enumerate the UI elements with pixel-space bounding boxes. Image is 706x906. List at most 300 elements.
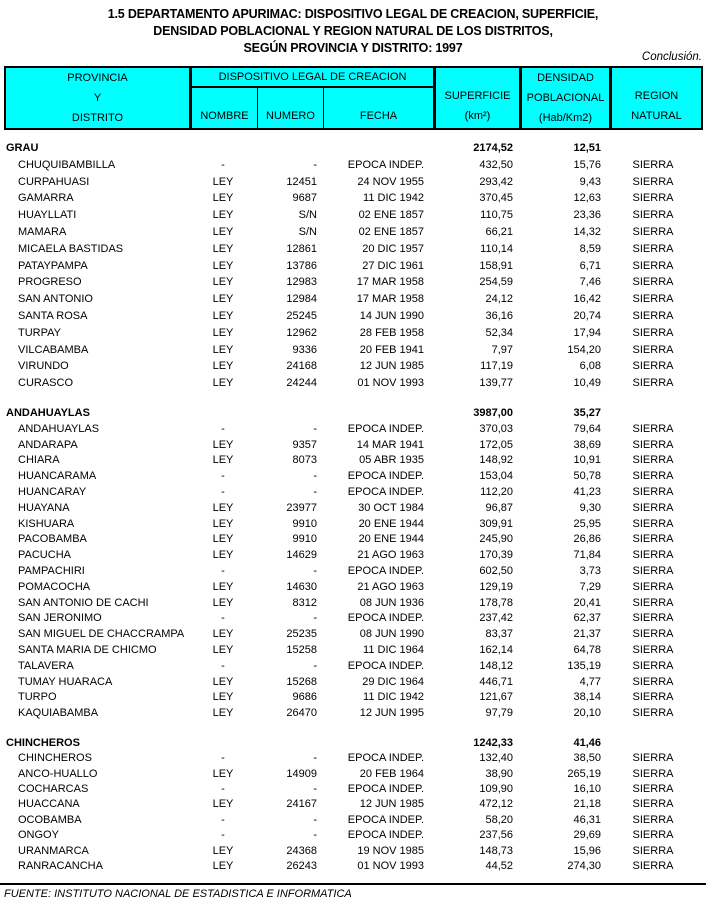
densidad-cell: 9,43 [579, 175, 601, 188]
dispositivo-nombre-cell: LEY [212, 293, 234, 306]
dispositivo-fecha-cell: EPOCA INDEP. [347, 470, 424, 483]
province-total-row [4, 406, 703, 422]
densidad-cell: 21,18 [573, 798, 601, 811]
district-name-cell: CHINCHEROS [6, 736, 80, 749]
region-cell: SIERRA [632, 707, 674, 720]
superficie-cell: 293,42 [479, 175, 513, 188]
dispositivo-numero-cell: 14909 [286, 767, 317, 780]
header-provincia-distrito [6, 68, 192, 128]
densidad-cell: 12,51 [573, 142, 601, 154]
superficie-cell: 162,14 [479, 643, 513, 656]
district-row [4, 342, 703, 359]
dispositivo-nombre-cell: - [221, 612, 225, 625]
densidad-cell: 41,46 [573, 736, 601, 749]
densidad-cell: 4,77 [579, 675, 601, 688]
densidad-cell: 274,30 [567, 860, 601, 873]
district-name-cell: TURPAY [18, 326, 61, 339]
dispositivo-numero-cell: 13786 [286, 259, 317, 272]
dispositivo-nombre-cell: - [221, 470, 225, 483]
header-superficie-line-2: (km²) [464, 110, 491, 122]
superficie-cell: 370,03 [479, 422, 513, 435]
dispositivo-fecha-cell: EPOCA INDEP. [347, 158, 424, 171]
dispositivo-nombre-cell: LEY [212, 242, 234, 255]
densidad-cell: 135,19 [567, 659, 601, 672]
region-cell: SIERRA [632, 860, 674, 873]
dispositivo-nombre-cell: LEY [212, 225, 234, 238]
dispositivo-nombre-cell: LEY [212, 798, 234, 811]
dispositivo-fecha-cell [322, 406, 431, 422]
region-cell: SIERRA [632, 564, 674, 577]
district-name-cell: TUMAY HUARACA [18, 675, 113, 688]
dispositivo-numero-cell: - [313, 752, 317, 765]
densidad-cell: 21,37 [573, 628, 601, 641]
dispositivo-nombre-cell: LEY [212, 326, 234, 339]
district-name-cell: HUACCANA [18, 798, 80, 811]
region-cell: SIERRA [632, 470, 674, 483]
district-name-cell: MICAELA BASTIDAS [18, 242, 124, 255]
dispositivo-numero-cell: 24168 [286, 360, 317, 373]
dispositivo-numero-cell: 9336 [292, 343, 317, 356]
region-cell: SIERRA [632, 360, 674, 373]
dispositivo-fecha-cell: 27 DIC 1961 [362, 259, 424, 272]
dispositivo-fecha-cell: 11 DIC 1964 [363, 643, 424, 656]
district-row [4, 627, 703, 643]
superficie-cell: 178,78 [479, 596, 513, 609]
dispositivo-nombre-cell: LEY [212, 454, 234, 467]
district-row [4, 469, 703, 485]
district-name-cell: POMACOCHA [18, 580, 91, 593]
dispositivo-numero-cell: - [313, 813, 317, 826]
dispositivo-fecha-cell: EPOCA INDEP. [347, 783, 424, 796]
region-cell: SIERRA [632, 422, 674, 435]
superficie-cell: 309,91 [479, 517, 513, 530]
region-cell: SIERRA [632, 580, 674, 593]
dispositivo-nombre-cell: - [221, 783, 225, 796]
dispositivo-nombre-cell: LEY [212, 643, 234, 656]
region-cell: SIERRA [632, 612, 674, 625]
dispositivo-numero-cell: 26470 [286, 707, 317, 720]
region-cell: SIERRA [632, 691, 674, 704]
densidad-cell: 41,23 [573, 485, 601, 498]
district-row [4, 675, 703, 691]
dispositivo-nombre-cell [190, 140, 256, 157]
densidad-cell: 29,69 [573, 829, 601, 842]
densidad-cell: 6,08 [579, 360, 601, 373]
densidad-cell: 17,94 [573, 326, 601, 339]
district-row [4, 274, 703, 291]
region-cell: SIERRA [632, 309, 674, 322]
superficie-cell: 83,37 [485, 628, 513, 641]
region-cell: SIERRA [632, 783, 674, 796]
dispositivo-numero-cell: - [313, 470, 317, 483]
district-name-cell: HUAYANA [18, 501, 70, 514]
superficie-cell: 36,16 [485, 309, 513, 322]
region-cell: SIERRA [632, 767, 674, 780]
superficie-cell: 117,19 [480, 360, 513, 373]
superficie-cell: 7,97 [491, 343, 513, 356]
district-row [4, 659, 703, 675]
source-note: FUENTE: INSTITUTO NACIONAL DE ESTADISTICA E INFORMATICA [4, 888, 352, 900]
region-cell: SIERRA [632, 596, 674, 609]
densidad-cell: 20,10 [573, 707, 601, 720]
district-name-cell: GRAU [6, 142, 39, 154]
region-cell: SIERRA [632, 454, 674, 467]
dispositivo-fecha-cell: 08 JUN 1936 [359, 596, 424, 609]
district-name-cell: SANTA MARIA DE CHICMO [18, 643, 157, 656]
province-total-row [4, 736, 703, 751]
superficie-cell: 148,73 [479, 844, 513, 857]
district-name-cell: OCOBAMBA [18, 813, 82, 826]
densidad-cell: 79,64 [573, 422, 601, 435]
header-dispositivo-legal-group [192, 68, 433, 88]
header-fecha [324, 88, 433, 128]
densidad-cell: 23,36 [573, 209, 601, 222]
region-cell: SIERRA [632, 209, 674, 222]
densidad-cell: 8,59 [579, 242, 601, 255]
district-row [4, 532, 703, 548]
densidad-cell: 6,71 [579, 259, 601, 272]
district-row [4, 580, 703, 596]
district-name-cell: GAMARRA [18, 192, 74, 205]
district-row [4, 643, 703, 659]
densidad-cell: 38,50 [573, 752, 601, 765]
dispositivo-nombre-cell: LEY [212, 259, 234, 272]
dispositivo-fecha-cell: 12 JUN 1985 [359, 360, 424, 373]
header-nombre [192, 88, 258, 128]
district-row [4, 611, 703, 627]
dispositivo-nombre-cell: - [221, 485, 225, 498]
dispositivo-numero-cell: - [313, 422, 317, 435]
district-name-cell: CURASCO [18, 377, 74, 390]
dispositivo-numero-cell [256, 406, 322, 422]
district-row [4, 485, 703, 501]
district-name-cell: ANDARAPA [18, 438, 78, 451]
dispositivo-fecha-cell: 01 NOV 1993 [357, 377, 424, 390]
region-cell: SIERRA [632, 798, 674, 811]
province-section [4, 406, 703, 722]
header-superficie-line-1: SUPERFICIE [444, 90, 511, 102]
header-superficie [433, 68, 519, 128]
district-row [4, 548, 703, 564]
dispositivo-numero-cell: 9686 [292, 691, 317, 704]
densidad-cell: 10,49 [573, 377, 601, 390]
densidad-cell: 64,78 [573, 643, 601, 656]
dispositivo-numero-cell: 12962 [286, 326, 317, 339]
dispositivo-fecha-cell: 21 AGO 1963 [357, 549, 424, 562]
densidad-cell: 38,14 [573, 691, 601, 704]
district-row [4, 453, 703, 469]
district-name-cell: TURPO [18, 691, 57, 704]
district-name-cell: VIRUNDO [18, 360, 69, 373]
header-densidad-line-1: DENSIDAD [537, 72, 594, 84]
region-cell: SIERRA [632, 326, 674, 339]
district-row [4, 828, 703, 843]
page-title-line-1: 1.5 DEPARTAMENTO APURIMAC: DISPOSITIVO LEGAL DE CREACION, SUPERFICIE, [107, 7, 599, 21]
region-cell: SIERRA [632, 377, 674, 390]
dispositivo-fecha-cell: 28 FEB 1958 [359, 326, 424, 339]
densidad-cell: 38,69 [573, 438, 601, 451]
header-densidad-line-2: POBLACIONAL [526, 92, 605, 104]
district-name-cell: SANTA ROSA [18, 309, 88, 322]
dispositivo-fecha-cell: 24 NOV 1955 [357, 175, 424, 188]
region-cell: SIERRA [632, 192, 674, 205]
district-name-cell: HUANCARAY [18, 485, 87, 498]
dispositivo-nombre-cell [190, 406, 256, 422]
dispositivo-nombre-cell: LEY [212, 596, 234, 609]
district-name-cell: HUAYLLATI [18, 209, 77, 222]
dispositivo-numero-cell: 25245 [286, 309, 317, 322]
dispositivo-nombre-cell: - [221, 564, 225, 577]
dispositivo-numero-cell: 15258 [286, 643, 317, 656]
dispositivo-fecha-cell: EPOCA INDEP. [347, 829, 424, 842]
superficie-cell: 170,39 [479, 549, 513, 562]
district-row [4, 782, 703, 797]
dispositivo-nombre-cell: LEY [212, 309, 234, 322]
dispositivo-numero-cell: 23977 [286, 501, 317, 514]
district-name-cell: ONGOY [18, 829, 59, 842]
region-cell: SIERRA [632, 844, 674, 857]
region-cell: SIERRA [632, 225, 674, 238]
dispositivo-fecha-cell: EPOCA INDEP. [347, 813, 424, 826]
dispositivo-fecha-cell: 21 AGO 1963 [357, 580, 424, 593]
dispositivo-numero-cell: - [313, 612, 317, 625]
district-row [4, 751, 703, 766]
densidad-cell: 14,32 [573, 225, 601, 238]
superficie-cell: 97,79 [485, 707, 513, 720]
region-cell: SIERRA [632, 259, 674, 272]
region-cell: SIERRA [632, 501, 674, 514]
district-name-cell: CHINCHEROS [18, 752, 92, 765]
dispositivo-numero-cell: - [313, 158, 317, 171]
dispositivo-nombre-cell [190, 736, 256, 751]
header-region-line-1: REGION [634, 90, 679, 102]
district-row [4, 797, 703, 812]
district-name-cell: ANDAHUAYLAS [6, 406, 90, 419]
densidad-cell: 12,63 [573, 192, 601, 205]
page-title-line-2: DENSIDAD POBLACIONAL Y REGION NATURAL DE LOS DISTRITOS, [153, 24, 553, 38]
region-cell [607, 406, 699, 422]
district-row [4, 190, 703, 207]
district-row [4, 291, 703, 308]
district-row [4, 207, 703, 224]
dispositivo-numero-cell [256, 140, 322, 157]
region-cell: SIERRA [632, 293, 674, 306]
densidad-cell: 154,20 [567, 343, 601, 356]
district-name-cell: SAN MIGUEL DE CHACCRAMPA [18, 628, 185, 641]
dispositivo-nombre-cell: LEY [212, 580, 234, 593]
dispositivo-numero-cell: 12861 [286, 242, 317, 255]
dispositivo-nombre-cell: - [221, 422, 225, 435]
region-cell: SIERRA [632, 242, 674, 255]
section-gap [4, 722, 703, 736]
header-densidad-line-3: (Hab/Km2) [538, 112, 593, 124]
dispositivo-nombre-cell: - [221, 752, 225, 765]
district-name-cell: ANCO-HUALLO [18, 767, 98, 780]
densidad-cell: 16,10 [573, 783, 601, 796]
dispositivo-numero-cell: 8073 [292, 454, 317, 467]
district-row [4, 767, 703, 782]
dispositivo-nombre-cell: LEY [212, 844, 234, 857]
dispositivo-fecha-cell: EPOCA INDEP. [347, 422, 424, 435]
district-row [4, 690, 703, 706]
district-name-cell: SAN JERONIMO [18, 612, 102, 625]
superficie-cell: 148,92 [479, 454, 513, 467]
dispositivo-numero-cell: 9910 [292, 533, 317, 546]
district-name-cell: URANMARCA [18, 844, 89, 857]
district-row [4, 813, 703, 828]
region-cell: SIERRA [632, 158, 674, 171]
superficie-cell: 66,21 [485, 225, 513, 238]
densidad-cell: 3,73 [579, 564, 601, 577]
dispositivo-nombre-cell: LEY [212, 675, 234, 688]
superficie-cell: 132,40 [479, 752, 513, 765]
dispositivo-fecha-cell: 20 ENE 1944 [358, 533, 424, 546]
region-cell: SIERRA [632, 628, 674, 641]
header-dispositivo-label: DISPOSITIVO LEGAL DE CREACION [218, 71, 407, 83]
district-row [4, 564, 703, 580]
superficie-cell: 432,50 [479, 158, 513, 171]
district-name-cell: ANDAHUAYLAS [18, 422, 100, 435]
region-cell: SIERRA [632, 175, 674, 188]
densidad-cell: 10,91 [573, 454, 601, 467]
header-region-line-2: NATURAL [631, 110, 682, 122]
dispositivo-fecha-cell: 05 ABR 1935 [359, 454, 424, 467]
conclusion-note: Conclusión. [641, 51, 702, 63]
dispositivo-nombre-cell: - [221, 829, 225, 842]
district-row [4, 375, 703, 392]
dispositivo-nombre-cell: - [221, 813, 225, 826]
dispositivo-numero-cell: 9910 [292, 517, 317, 530]
densidad-cell: 7,29 [579, 580, 601, 593]
region-cell: SIERRA [632, 343, 674, 356]
dispositivo-numero-cell: 24244 [286, 377, 317, 390]
region-cell: SIERRA [632, 549, 674, 562]
region-cell: SIERRA [632, 276, 674, 289]
region-cell: SIERRA [632, 829, 674, 842]
region-cell: SIERRA [632, 533, 674, 546]
densidad-cell: 71,84 [573, 549, 601, 562]
densidad-cell: 35,27 [573, 406, 601, 419]
dispositivo-nombre-cell: LEY [212, 549, 234, 562]
dispositivo-nombre-cell: LEY [212, 360, 234, 373]
dispositivo-numero-cell [256, 736, 322, 751]
dispositivo-fecha-cell: 02 ENE 1857 [358, 209, 424, 222]
dispositivo-numero-cell: 12983 [286, 276, 317, 289]
dispositivo-nombre-cell: LEY [212, 533, 234, 546]
province-section [4, 140, 703, 392]
district-name-cell: RANRACANCHA [18, 860, 103, 873]
district-row [4, 844, 703, 859]
dispositivo-numero-cell: 24167 [286, 798, 317, 811]
district-name-cell: PACUCHA [18, 549, 71, 562]
superficie-cell: 254,59 [479, 276, 513, 289]
dispositivo-numero-cell: - [313, 829, 317, 842]
dispositivo-fecha-cell: 11 DIC 1942 [363, 691, 424, 704]
dispositivo-nombre-cell: LEY [212, 628, 234, 641]
dispositivo-fecha-cell: 29 DIC 1964 [362, 675, 424, 688]
superficie-cell: 237,56 [479, 829, 513, 842]
superficie-cell: 139,77 [479, 377, 513, 390]
header-region-natural [609, 68, 701, 128]
superficie-cell: 370,45 [479, 192, 513, 205]
district-row [4, 859, 703, 874]
header-provincia-line-3: DISTRITO [71, 112, 124, 124]
district-name-cell: PATAYPAMPA [18, 259, 88, 272]
dispositivo-nombre-cell: - [221, 659, 225, 672]
dispositivo-nombre-cell: LEY [212, 343, 234, 356]
superficie-cell: 52,34 [485, 326, 513, 339]
superficie-cell: 109,90 [479, 783, 513, 796]
dispositivo-numero-cell: - [313, 659, 317, 672]
superficie-cell: 2174,52 [473, 142, 513, 154]
dispositivo-fecha-cell: 02 ENE 1857 [358, 225, 424, 238]
district-row [4, 517, 703, 533]
region-cell: SIERRA [632, 438, 674, 451]
district-name-cell: CURPAHUASI [18, 175, 90, 188]
densidad-cell: 46,31 [573, 813, 601, 826]
district-row [4, 706, 703, 722]
dispositivo-numero-cell: 8312 [292, 596, 317, 609]
region-cell: SIERRA [632, 485, 674, 498]
dispositivo-fecha-cell: 20 FEB 1964 [359, 767, 424, 780]
superficie-cell: 38,90 [485, 767, 513, 780]
district-row [4, 174, 703, 191]
densidad-cell: 15,96 [573, 844, 601, 857]
dispositivo-fecha-cell: 01 NOV 1993 [357, 860, 424, 873]
dispositivo-nombre-cell: LEY [212, 691, 234, 704]
dispositivo-nombre-cell: LEY [212, 438, 234, 451]
dispositivo-numero-cell: 12984 [286, 293, 317, 306]
superficie-cell: 172,05 [479, 438, 513, 451]
dispositivo-fecha-cell: 12 JUN 1995 [359, 707, 424, 720]
dispositivo-fecha-cell: 17 MAR 1958 [356, 276, 424, 289]
dispositivo-fecha-cell: 14 JUN 1990 [359, 309, 424, 322]
province-section [4, 736, 703, 875]
dispositivo-fecha-cell: EPOCA INDEP. [347, 752, 424, 765]
district-name-cell: CHUQUIBAMBILLA [18, 158, 116, 171]
district-name-cell: TALAVERA [18, 659, 74, 672]
dispositivo-fecha-cell: EPOCA INDEP. [347, 564, 424, 577]
densidad-cell: 7,46 [579, 276, 601, 289]
dispositivo-numero-cell: 12451 [286, 175, 317, 188]
superficie-cell: 129,19 [479, 580, 513, 593]
dispositivo-numero-cell: 26243 [286, 860, 317, 873]
dispositivo-nombre-cell: LEY [212, 192, 234, 205]
superficie-cell: 148,12 [479, 659, 513, 672]
header-nombre-label: NOMBRE [200, 110, 249, 122]
superficie-cell: 3987,00 [473, 406, 513, 419]
dispositivo-numero-cell: 9687 [292, 192, 317, 205]
dispositivo-fecha-cell: EPOCA INDEP. [347, 612, 424, 625]
district-row [4, 241, 703, 258]
header-numero-label: NUMERO [266, 110, 315, 122]
densidad-cell: 20,74 [573, 309, 601, 322]
superficie-cell: 121,67 [479, 691, 513, 704]
district-row [4, 596, 703, 612]
dispositivo-nombre-cell: LEY [212, 767, 234, 780]
superficie-cell: 110,14 [480, 242, 513, 255]
superficie-cell: 58,20 [485, 813, 513, 826]
superficie-cell: 110,75 [480, 209, 513, 222]
dispositivo-numero-cell: S/N [298, 209, 317, 222]
section-gap [4, 392, 703, 406]
dispositivo-nombre-cell: LEY [212, 276, 234, 289]
region-cell: SIERRA [632, 752, 674, 765]
district-name-cell: COCHARCAS [18, 783, 89, 796]
district-row [4, 501, 703, 517]
dispositivo-nombre-cell: LEY [212, 517, 234, 530]
district-name-cell: PAMPACHIRI [18, 564, 85, 577]
